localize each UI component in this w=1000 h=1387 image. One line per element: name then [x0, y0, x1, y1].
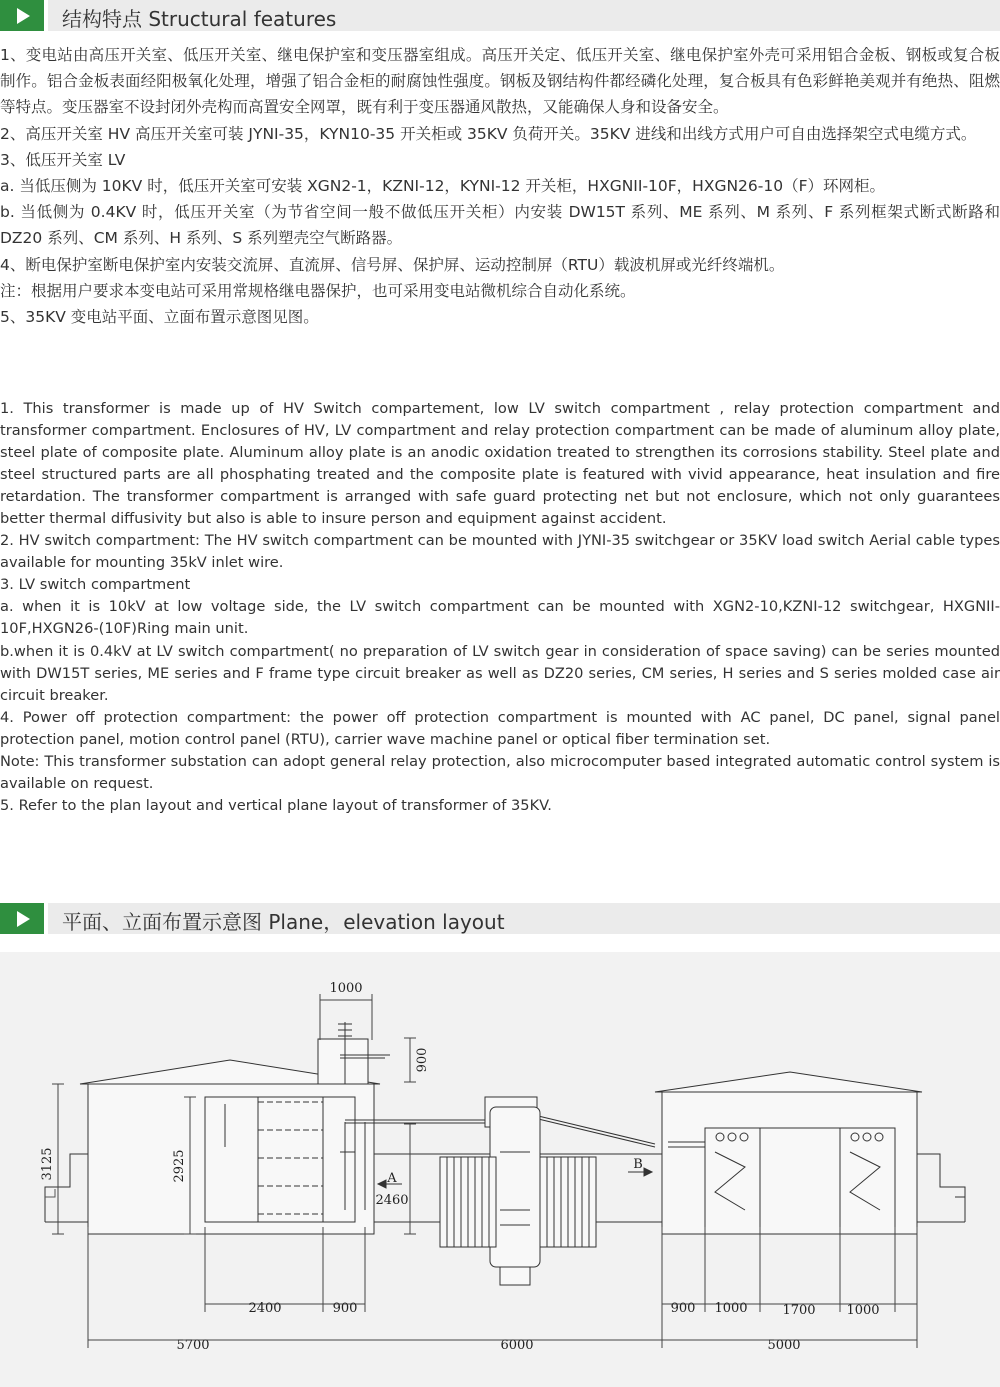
- chinese-description: [0, 42, 1000, 330]
- en-paragraph-6: 4. Power off protection compartment: the power off protection compartment is mounted with AC panel, DC panel, signal panel protection panel, motion control panel (RTU), carrier wave machine panel or optical fiber termination set.: [0, 708, 1000, 748]
- cn-paragraph-8: 5、35KV 变电站平面、立面布置示意图见图。: [0, 308, 319, 327]
- section-title: 结构特点 Structural features: [62, 7, 337, 31]
- cn-paragraph-2: 2、高压开关室 HV 高压开关室可装 JYNI-35，KYN10-35 开关柜或 35KV 负荷开关。35KV 进线和出线方式用户可自由选择架空式电缆方式。: [0, 124, 977, 143]
- en-paragraph-1: 1. This transformer is made up of HV Switch compartement, low LV switch compartment , relay protection compartment and transformer compartment. Enclosures of HV, LV compartment and relay protection compartment can be made of aluminum alloy plate, steel plate of composite plate. Aluminum alloy plate is an anodic oxidation treated to strengthen its corrosions stability. Steel plate and steel structured parts are all phosphating treated and the composite plate is featured with vivid appearance, heat insulation and fire retardation. The transformer compartment is arranged with safe guard protecting net but not enclosure, which not only guarantees better thermal diffusivity but also is able to insure person and equipment against accident.: [0, 400, 1000, 528]
- section-title: 平面、立面布置示意图 Plane，elevation layout: [62, 910, 505, 934]
- lv-switch-room: [655, 1072, 922, 1234]
- en-paragraph-8: 5. Refer to the plan layout and vertical plane layout of transformer of 35KV.: [0, 796, 552, 814]
- cn-paragraph-6: 4、断电保护室断电保护室内安装交流屏、直流屏、信号屏、保护屏、运动控制屏（RTU）载波机屏或光纤终端机。: [0, 255, 785, 274]
- elevation-drawing-svg: [0, 952, 1000, 1387]
- dim-middle-total: 6000: [500, 1338, 534, 1353]
- section-header-structural: [0, 0, 1000, 31]
- hv-switch-room: [80, 1022, 390, 1234]
- dim-right-d: 1000: [846, 1303, 880, 1318]
- en-paragraph-4: a. when it is 10kV at low voltage side, the LV switch compartment can be mounted with XGN2-10,KZNI-12 switchgear, HXGNII-10F,HXGN26-(10F)Ring main unit.: [0, 598, 1000, 638]
- en-paragraph-7: Note: This transformer substation can adopt general relay protection, also microcomputer based integrated automatic control system is available on request.: [0, 752, 1000, 792]
- dim-left-b: 900: [332, 1301, 358, 1316]
- view-label-b: B: [633, 1157, 643, 1172]
- dim-right-c: 1700: [782, 1303, 816, 1318]
- dim-right-total: 5000: [767, 1338, 801, 1353]
- play-arrow-icon: [0, 903, 44, 934]
- cn-paragraph-1: 1、变电站由高压开关室、低压开关室、继电保护室和变压器室组成。高压开关定、低压开关室、继电保护室外壳可采用铝合金板、钢板或复合板制作。铝合金板表面经阳极氧化处理，增强了铝合金柜的耐腐蚀性强度。钢板及钢结构件都经磷化处理，复合板具有色彩鲜艳美观并有绝热、阻燃等特点。变压器室不设封闭外壳构而高置安全网罩，既有利于变压器通风散热，又能确保人身和设备安全。: [0, 46, 1000, 117]
- english-description: [0, 398, 1000, 817]
- dim-right-a: 900: [670, 1301, 696, 1316]
- cn-paragraph-3: 3、低压开关室 LV: [0, 150, 126, 169]
- section-header-layout: [0, 903, 1000, 934]
- dim-left-total: 5700: [176, 1338, 210, 1353]
- dim-top-height: 900: [415, 1047, 430, 1073]
- dim-door-height: 2925: [172, 1149, 187, 1183]
- play-arrow-icon: [0, 0, 44, 31]
- en-paragraph-5: b.when it is 0.4kV at LV switch compartment( no preparation of LV switch gear in consideration of space saving) can be series mounted with DW15T series, ME series and F frame type circuit breaker as well as DZ20 series, CM series, H series and S series molded case air circuit breaker.: [0, 642, 1000, 704]
- cn-paragraph-4: a. 当低压侧为 10KV 时，低压开关室可安装 XGN2-1，KZNI-12，KYNI-12 开关柜，HXGNII-10F，HXGN26-10（F）环网柜。: [0, 177, 886, 196]
- dim-overall-height: 3125: [40, 1147, 55, 1181]
- dim-right-b: 1000: [714, 1301, 748, 1316]
- elevation-drawing: [0, 952, 1000, 1387]
- cn-paragraph-7: 注：根据用户要求本变电站可采用常规格继电器保护，也可采用变电站微机综合自动化系统。: [0, 281, 636, 300]
- en-paragraph-2: 2. HV switch compartment: The HV switch compartment can be mounted with JYNI-35 switchgear or 35KV load switch Aerial cable types available for mounting 35kV inlet wire.: [0, 532, 1000, 572]
- dim-top-width: 1000: [329, 981, 363, 996]
- power-transformer: [440, 1097, 596, 1285]
- view-label-a: A: [387, 1171, 397, 1186]
- dim-transformer-height: 2460: [375, 1193, 409, 1208]
- cn-paragraph-5: b. 当低侧为 0.4KV 时，低压开关室（为节省空间一般不做低压开关柜）内安装 DW15T 系列、ME 系列、M 系列、F 系列框架式断式断路和 DZ20 系列、CM 系列、H 系列、S 系列塑壳空气断路器。: [0, 203, 1000, 248]
- en-paragraph-3: 3. LV switch compartment: [0, 576, 191, 594]
- dim-left-a: 2400: [248, 1301, 282, 1316]
